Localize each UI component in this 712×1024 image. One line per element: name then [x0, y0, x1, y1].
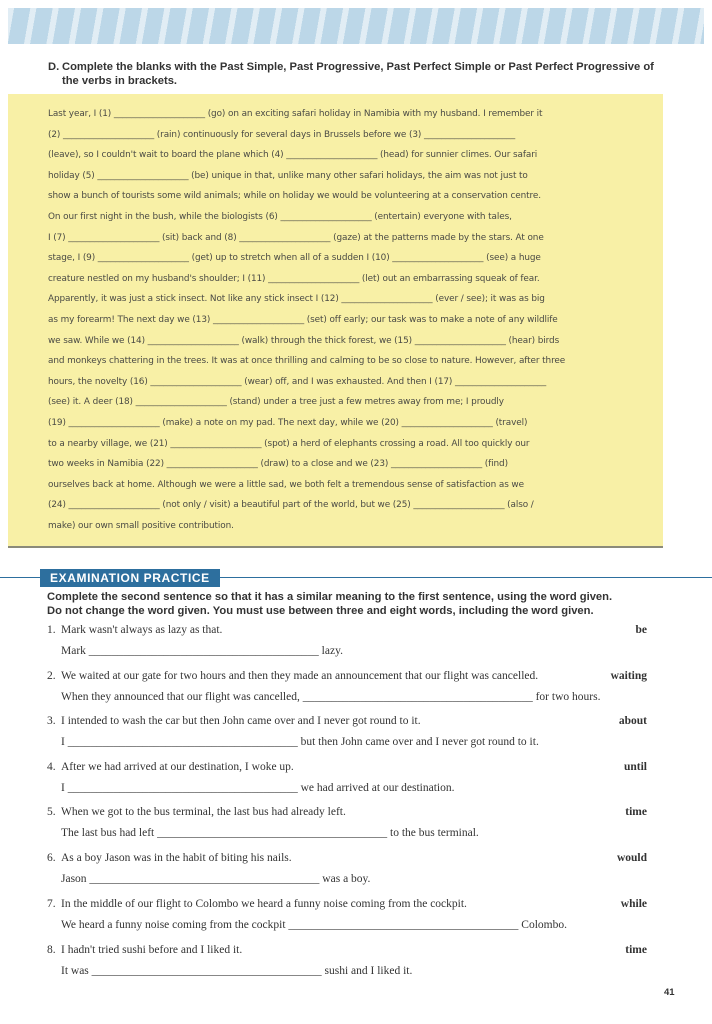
item-number: 6. [47, 852, 56, 864]
passage-line: On our first night in the bush, while the biologists (6) _____________________ (entertain) everyone with tales, [48, 211, 512, 222]
item-second-sentence: It was ________________________________________ sushi and I liked it. [61, 965, 413, 977]
page-number: 41 [664, 987, 675, 998]
passage-line: (leave), so I couldn't wait to board the plane which (4) _____________________ (head) for sunnier climes. Our safari [48, 150, 538, 161]
item-second-sentence: Mark ________________________________________ lazy. [61, 645, 343, 657]
exam-instruction-line: Complete the second sentence so that it has a similar meaning to the first sentence, using the word given. [47, 591, 613, 603]
passage-line: holiday (5) _____________________ (be) unique in that, unlike many other safari holidays, the aim was not just to [48, 170, 528, 181]
passage [48, 104, 663, 536]
passage-line: (2) _____________________ (rain) continuously for several days in Brussels before we (3) _____________________ [48, 129, 516, 140]
item-first-sentence [47, 944, 242, 956]
item-keyword: while [620, 898, 647, 910]
item-second-sentence: I ________________________________________ but then John came over and I never got round to it. [61, 736, 539, 748]
passage-line: and monkeys chattering in the trees. It was at once thrilling and calming to be so close to nature. However, after three [48, 356, 566, 367]
item-first-sentence [47, 761, 294, 773]
item-number: 1. [47, 624, 56, 636]
item-first-sentence [47, 670, 538, 682]
exam-instructions [47, 591, 647, 618]
passage-box [8, 94, 663, 548]
item-second-sentence: I ________________________________________ we had arrived at our destination. [61, 782, 455, 794]
exam-instruction-line: Do not change the word given. You must use between three and eight words, including the word given. [47, 604, 594, 617]
item-second-sentence: When they announced that our flight was cancelled, ________________________________________ for two hours. [61, 691, 601, 703]
band-stripes [8, 8, 704, 44]
item-sentence: In the middle of our flight to Colombo we heard a funny noise coming from the cockpit. [61, 898, 467, 910]
item-number: 2. [47, 670, 56, 682]
passage-line: we saw. While we (14) _____________________ (walk) through the thick forest, we (15) _____________________ (hear) birds [48, 335, 560, 346]
passage-line: ourselves back at home. Although we were a little sad, we both felt a tremendous sense of satisfaction as we [48, 479, 524, 490]
item-second-sentence: We heard a funny noise coming from the cockpit ________________________________________ Colombo. [61, 919, 567, 931]
section-d-instruction: Complete the blanks with the Past Simple, Past Progressive, Past Perfect Simple or Past Perfect Progressive of the verbs in brackets. [62, 61, 654, 87]
item-number: 5. [47, 806, 56, 818]
exam-practice-title: EXAMINATION PRACTICE [40, 569, 220, 587]
passage-line: two weeks in Namibia (22) _____________________ (draw) to a close and we (23) _____________________ (find) [48, 459, 508, 470]
item-keyword: about [618, 715, 647, 727]
item-sentence: When we got to the bus terminal, the last bus had already left. [61, 806, 346, 818]
item-sentence: I hadn't tried sushi before and I liked it. [61, 944, 243, 956]
passage-line: (see) it. A deer (18) _____________________ (stand) under a tree just a few metres away from me; I proudly [48, 397, 504, 408]
item-keyword: until [623, 761, 647, 773]
item-first-sentence [47, 898, 467, 910]
item-number: 4. [47, 761, 56, 773]
item-sentence: After we had arrived at our destination, I woke up. [61, 761, 294, 773]
item-number: 7. [47, 898, 56, 910]
item-second-sentence: Jason ________________________________________ was a boy. [61, 873, 371, 885]
section-d-label: D. [48, 61, 60, 73]
item-keyword: be [635, 624, 647, 636]
passage-line: (19) _____________________ (make) a note on my pad. The next day, while we (20) _____________________ (travel) [48, 417, 528, 428]
item-sentence: As a boy Jason was in the habit of biting his nails. [61, 852, 292, 864]
item-first-sentence [47, 806, 346, 818]
section-d-heading [48, 60, 658, 88]
item-first-sentence [47, 715, 421, 727]
item-number: 8. [47, 944, 56, 956]
item-first-sentence [47, 624, 222, 636]
passage-line: I (7) _____________________ (sit) back and (8) _____________________ (gaze) at the patterns made by the stars. At one [48, 232, 544, 243]
item-first-sentence [47, 852, 292, 864]
passage-line: stage, I (9) _____________________ (get) up to stretch when all of a sudden I (10) _____________________ (see) a huge [48, 253, 541, 264]
item-sentence: Mark wasn't always as lazy as that. [61, 624, 223, 636]
passage-line: make) our own small positive contribution. [48, 520, 234, 531]
passage-line: (24) _____________________ (not only / visit) a beautiful part of the world, but we (25) _____________________ (also / [48, 500, 534, 511]
passage-line: to a nearby village, we (21) _____________________ (spot) a herd of elephants crossing a road. All too quickly our [48, 438, 530, 449]
item-second-sentence: The last bus had left ________________________________________ to the bus terminal. [61, 827, 479, 839]
item-sentence: I intended to wash the car but then John came over and I never got round to it. [61, 715, 421, 727]
item-keyword: time [625, 944, 647, 956]
exam-practice-banner [0, 569, 712, 587]
passage-line: creature nestled on my husband's shoulder; I (11) _____________________ (let) out an embarrassing squeak of fear. [48, 273, 540, 284]
item-sentence: We waited at our gate for two hours and then they made an announcement that our flight was cancelled. [61, 670, 539, 682]
item-keyword: would [616, 852, 647, 864]
passage-line: hours, the novelty (16) _____________________ (wear) off, and I was exhausted. And then I (17) _____________________ [48, 376, 547, 387]
item-number: 3. [47, 715, 56, 727]
passage-line: Last year, I (1) _____________________ (go) on an exciting safari holiday in Namibia with my husband. I remember it [48, 109, 543, 119]
passage-line: as my forearm! The next day we (13) _____________________ (set) off early; our task was to make a note of any wildlife [48, 314, 558, 325]
item-keyword: waiting [610, 670, 647, 682]
passage-line: show a bunch of tourists some wild animals; while on holiday we would be volunteering at a conservation centre. [48, 191, 541, 202]
passage-line: Apparently, it was just a stick insect. Not like any stick insect I (12) _____________________ (ever / see); it was as big [48, 294, 545, 305]
item-keyword: time [625, 806, 647, 818]
top-decorative-band [8, 8, 704, 44]
